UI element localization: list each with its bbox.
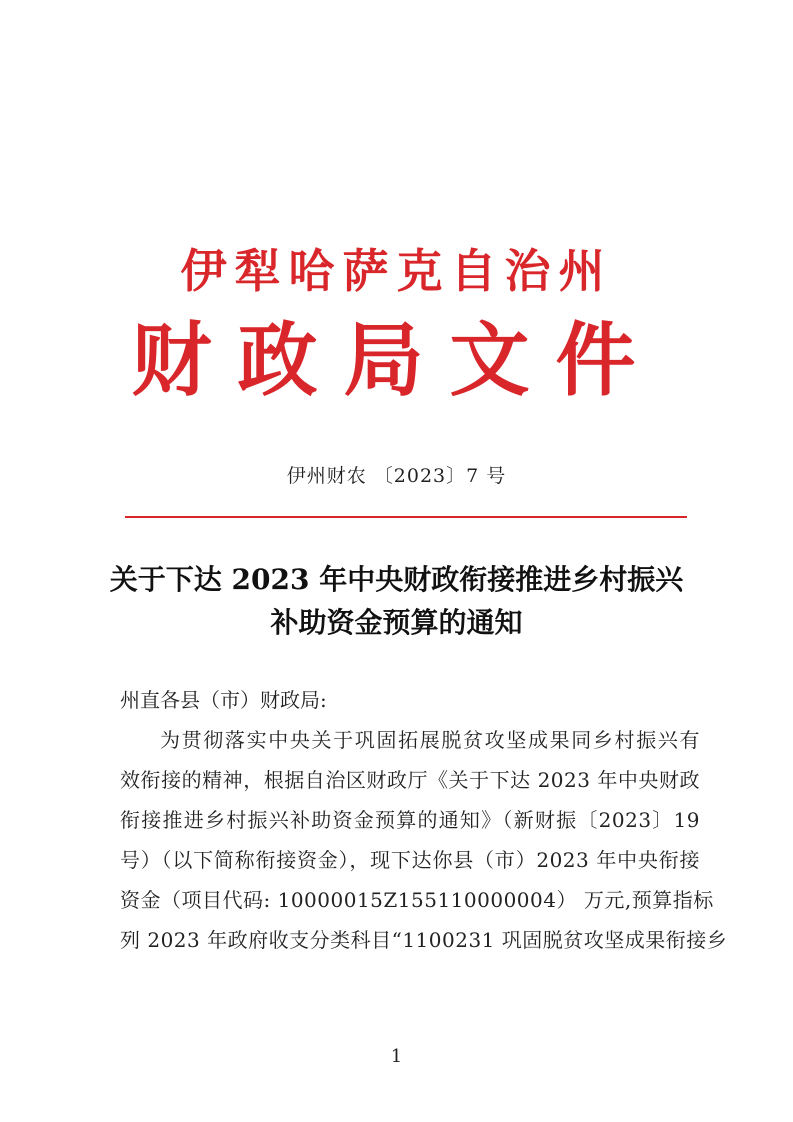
red-divider <box>125 516 687 518</box>
body-paragraph-line: 资金（项目代码: 10000015Z155110000004） 万元,预算指标 <box>120 888 714 912</box>
body-paragraph-line: 为贯彻落实中央关于巩固拓展脱贫攻坚成果同乡村振兴有 <box>160 728 700 752</box>
page-number: 1 <box>390 1046 403 1067</box>
document-title-line1: 关于下达 2023 年中央财政衔接推进乡村振兴 <box>109 563 684 596</box>
document-type-heading: 财政局文件 <box>131 313 662 407</box>
addressee: 州直各县（市）财政局: <box>120 688 327 712</box>
body-paragraph-line: 列 2023 年政府收支分类科目“1100231 巩固脱贫攻坚成果衔接乡 <box>120 928 728 952</box>
body-paragraph-line: 效衔接的精神，根据自治区财政厅《关于下达 2023 年中央财政 <box>120 768 700 792</box>
body-paragraph-line: 衔接推进乡村振兴补助资金预算的通知》（新财振〔2023〕19 <box>120 808 700 832</box>
document-title-line2: 补助资金预算的通知 <box>270 606 523 639</box>
document-number: 伊州财农 〔2023〕7 号 <box>286 465 507 487</box>
issuer-name: 伊犁哈萨克自治州 <box>180 244 613 298</box>
body-paragraph-line: 号）（以下简称衔接资金），现下达你县（市）2023 年中央衔接 <box>120 848 700 872</box>
